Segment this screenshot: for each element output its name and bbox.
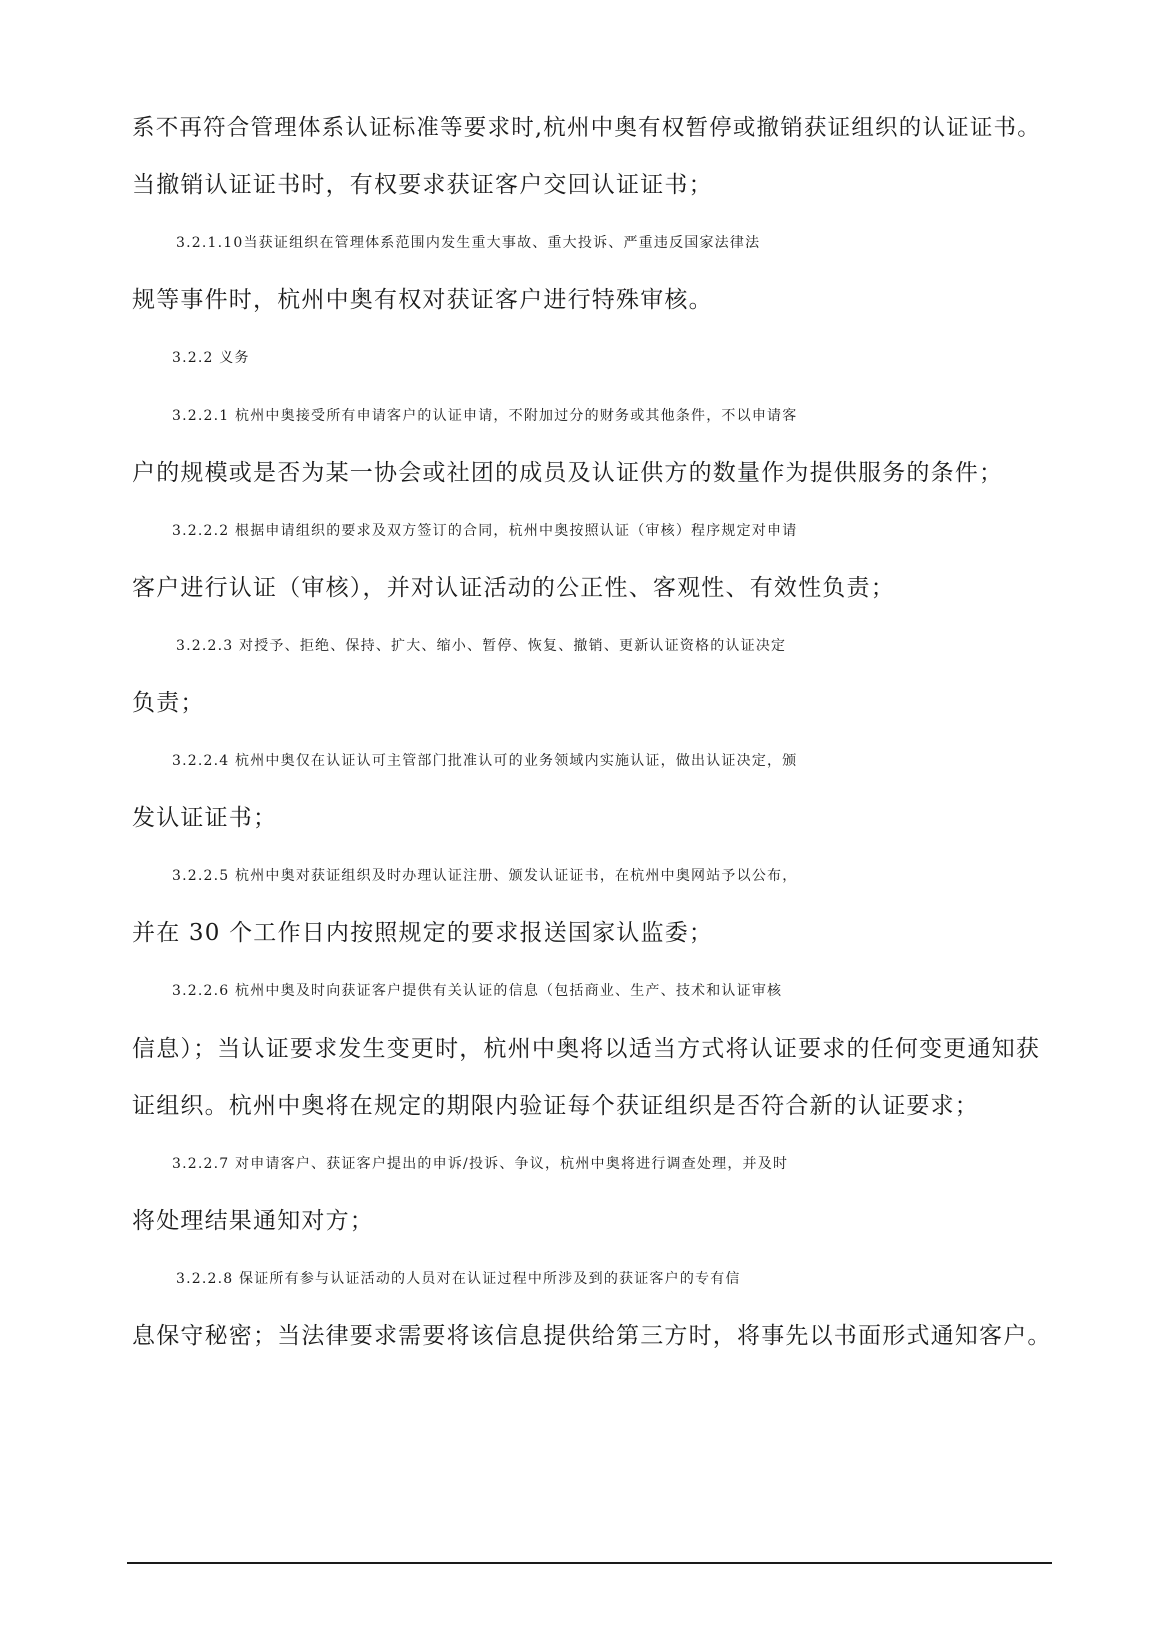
paragraph-line: 规等事件时，杭州中奥有权对获证客户进行特殊审核。 [132,287,713,313]
paragraph-line: 户的规模或是否为某一协会或社团的成员及认证供方的数量作为提供服务的条件； [132,460,1004,486]
clause-3-2-2-7: 3.2.2.7 对申请客户、获证客户提出的申诉/投诉、争议，杭州中奥将进行调查处理，并及时 [172,1156,789,1172]
section-heading-obligations: 3.2.2 义务 [172,350,250,366]
clause-3-2-2-6: 3.2.2.6 杭州中奥及时向获证客户提供有关认证的信息（包括商业、生产、技术和认证审核 [172,983,783,999]
clause-3-2-1-10: 3.2.1.10当获证组织在管理体系范围内发生重大事故、重大投诉、严重违反国家法律法 [176,235,761,251]
paragraph-line: 证组织。杭州中奥将在规定的期限内验证每个获证组织是否符合新的认证要求； [132,1093,979,1119]
clause-3-2-2-5: 3.2.2.5 杭州中奥对获证组织及时办理认证注册、颁发认证证书，在杭州中奥网站予以公布， [172,868,798,884]
paragraph-line: 当撤销认证证书时，有权要求获证客户交回认证证书； [132,172,713,198]
clause-3-2-2-4: 3.2.2.4 杭州中奥仅在认证认可主管部门批准认可的业务领域内实施认证，做出认证决定，颁 [172,753,798,769]
paragraph-line: 负责； [132,690,205,716]
paragraph-line: 客户进行认证（审核），并对认证活动的公正性、客观性、有效性负责； [132,575,895,601]
clause-3-2-2-2: 3.2.2.2 根据申请组织的要求及双方签订的合同，杭州中奥按照认证（审核）程序规定对申请 [172,523,798,539]
clause-3-2-2-8: 3.2.2.8 保证所有参与认证活动的人员对在认证过程中所涉及到的获证客户的专有信 [176,1271,741,1287]
paragraph-line: 系不再符合管理体系认证标准等要求时,杭州中奥有权暂停或撤销获证组织的认证证书。 [132,115,1041,141]
paragraph-line: 息保守秘密；当法律要求需要将该信息提供给第三方时，将事先以书面形式通知客户。 [132,1323,1052,1349]
footer-rule [127,1562,1052,1564]
paragraph-line: 信息）；当认证要求发生变更时，杭州中奥将以适当方式将认证要求的任何变更通知获 [132,1036,1041,1062]
clause-3-2-2-3: 3.2.2.3 对授予、拒绝、保持、扩大、缩小、暂停、恢复、撤销、更新认证资格的认证决定 [176,638,787,654]
paragraph-line: 发认证证书； [132,805,278,831]
paragraph-line: 将处理结果通知对方； [132,1208,374,1234]
paragraph-line: 并在 30 个工作日内按照规定的要求报送国家认监委； [132,920,714,946]
clause-3-2-2-1: 3.2.2.1 杭州中奥接受所有申请客户的认证申请，不附加过分的财务或其他条件，不以申请客 [172,408,798,424]
